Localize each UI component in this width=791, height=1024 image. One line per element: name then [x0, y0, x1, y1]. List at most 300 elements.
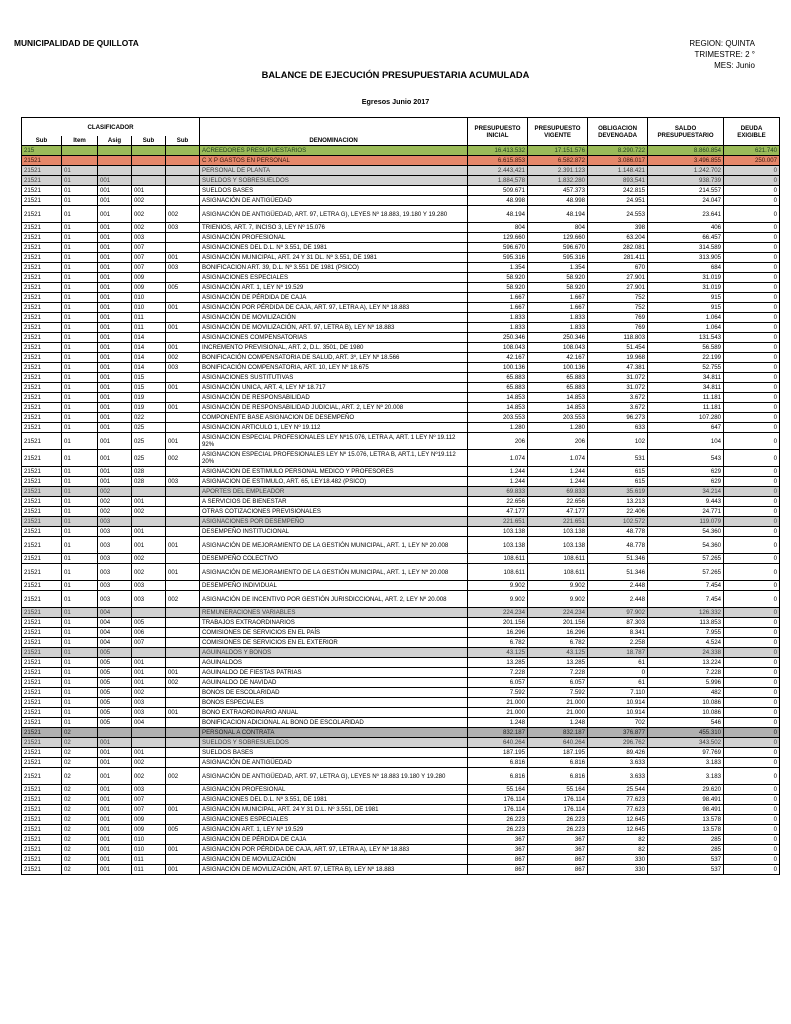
- denominacion-cell: BONIFICACION ADICIONAL AL BONO DE ESCOLARIDAD: [200, 718, 468, 728]
- saldo-presupuestario-cell: 131.543: [648, 333, 724, 343]
- asig-cell: 001: [98, 313, 132, 323]
- sub3-cell: 003: [166, 223, 200, 233]
- asig-cell: 003: [98, 554, 132, 564]
- item-cell: 01: [62, 497, 98, 507]
- denominacion-cell: ASIGNACIÓN PROFESIONAL: [200, 785, 468, 795]
- sub-cell: 21521: [22, 353, 62, 363]
- deuda-exigible-cell: 0: [724, 678, 780, 688]
- denominacion-cell: ASIGNACIÓN ART. 1, LEY Nº 19.529: [200, 825, 468, 835]
- item-cell: 01: [62, 678, 98, 688]
- table-header-row-1: [22, 118, 780, 137]
- obligacion-devengada-cell: 296.762: [588, 738, 648, 748]
- sub-cell: 21521: [22, 795, 62, 805]
- saldo-presupuestario-cell: 629: [648, 477, 724, 487]
- denominacion-cell: ASIGNACIÓN DE PÉRDIDA DE CAJA: [200, 835, 468, 845]
- sub2-cell: 001: [132, 668, 166, 678]
- saldo-presupuestario-cell: 24.771: [648, 507, 724, 517]
- table-row: [22, 638, 780, 648]
- asig-cell: 001: [98, 303, 132, 313]
- sub-cell: 21521: [22, 835, 62, 845]
- obligacion-devengada-cell: 19.968: [588, 353, 648, 363]
- presupuesto-inicial-cell: 26.223: [468, 825, 528, 835]
- sub3-cell: 002: [166, 206, 200, 223]
- table-row: [22, 343, 780, 353]
- obligacion-devengada-cell: 531: [588, 450, 648, 467]
- denominacion-cell: INCREMENTO PREVISIONAL, ART. 2, D.L. 3501, DE 1980: [200, 343, 468, 353]
- sub-cell: 21521: [22, 186, 62, 196]
- sub3-cell: [166, 273, 200, 283]
- denominacion-cell: ASIGNACIÓN DE MEJORAMIENTO DE LA GESTIÓN MUNICIPAL, ART. 1, LEY Nº 20.008: [200, 564, 468, 581]
- sub3-cell: 001: [166, 303, 200, 313]
- report-title: BALANCE DE EJECUCIÓN PRESUPUESTARIA ACUMULADA: [261, 70, 530, 80]
- sub2-cell: 002: [132, 554, 166, 564]
- sub2-cell: 002: [132, 206, 166, 223]
- sub-cell: 21521: [22, 383, 62, 393]
- presupuesto-vigente-cell: 367: [528, 845, 588, 855]
- obligacion-devengada-cell: 8.341: [588, 628, 648, 638]
- table-row: [22, 591, 780, 608]
- item-cell: 02: [62, 795, 98, 805]
- presupuesto-vigente-cell: 1.833: [528, 323, 588, 333]
- presupuesto-inicial-cell: 1.244: [468, 477, 528, 487]
- presupuesto-inicial-cell: 6.057: [468, 678, 528, 688]
- item-cell: 02: [62, 728, 98, 738]
- sub-cell: 21521: [22, 433, 62, 450]
- deuda-exigible-cell: 0: [724, 383, 780, 393]
- saldo-presupuestario-cell: 31.019: [648, 283, 724, 293]
- obligacion-devengada-cell: 22.406: [588, 507, 648, 517]
- deuda-exigible-cell: 0: [724, 805, 780, 815]
- sub3-cell: [166, 527, 200, 537]
- sub2-cell: 003: [132, 591, 166, 608]
- sub2-cell: 001: [132, 537, 166, 554]
- presupuesto-vigente-cell: 367: [528, 835, 588, 845]
- presupuesto-inicial-cell: 1.074: [468, 450, 528, 467]
- presupuesto-vigente-cell: 7.592: [528, 688, 588, 698]
- deuda-exigible-cell: 0: [724, 233, 780, 243]
- deuda-exigible-cell: 0: [724, 581, 780, 591]
- asig-cell: 001: [98, 323, 132, 333]
- sub3-cell: 002: [166, 768, 200, 785]
- presupuesto-inicial-cell: 221.651: [468, 517, 528, 527]
- obligacion-devengada-cell: 702: [588, 718, 648, 728]
- denominacion-cell: TRABAJOS EXTRAORDINARIOS: [200, 618, 468, 628]
- asig-cell: 001: [98, 413, 132, 423]
- deuda-exigible-cell: 0: [724, 423, 780, 433]
- item-cell: 01: [62, 537, 98, 554]
- saldo-presupuestario-cell: 214.557: [648, 186, 724, 196]
- saldo-presupuestario-cell: 406: [648, 223, 724, 233]
- presupuesto-inicial-cell: 804: [468, 223, 528, 233]
- saldo-presupuestario-cell: 31.019: [648, 273, 724, 283]
- table-row: [22, 273, 780, 283]
- obligacion-devengada-header: OBLIGACION DEVENGADA: [588, 118, 648, 146]
- table-row: [22, 166, 780, 176]
- sub-cell: 21521: [22, 393, 62, 403]
- table-row: [22, 206, 780, 223]
- table-row: [22, 403, 780, 413]
- sub3-cell: 001: [166, 253, 200, 263]
- sub3-cell: [166, 146, 200, 156]
- sub2-cell: 014: [132, 333, 166, 343]
- saldo-presupuestario-cell: 7.454: [648, 581, 724, 591]
- denominacion-cell: ASIGNACIONES POR DESEMPEÑO: [200, 517, 468, 527]
- sub-cell: 21521: [22, 708, 62, 718]
- sub-cell: 21521: [22, 738, 62, 748]
- deuda-exigible-cell: 0: [724, 206, 780, 223]
- sub2-cell: 002: [132, 196, 166, 206]
- presupuesto-inicial-header: PRESUPUESTO INICIAL: [468, 118, 528, 146]
- presupuesto-inicial-cell: 129.660: [468, 233, 528, 243]
- presupuesto-inicial-cell: 6.816: [468, 758, 528, 768]
- presupuesto-inicial-cell: 48.998: [468, 196, 528, 206]
- asig-cell: 001: [98, 283, 132, 293]
- sub2-cell: 009: [132, 815, 166, 825]
- asig-cell: 001: [98, 186, 132, 196]
- denominacion-cell: ASIGNACIONES DEL D.L. Nº 3.551, DE 1981: [200, 243, 468, 253]
- item-cell: 02: [62, 825, 98, 835]
- obligacion-devengada-cell: 3.633: [588, 758, 648, 768]
- sub-cell: 21521: [22, 728, 62, 738]
- denominacion-cell: ACREEDORES PRESUPUESTARIOS: [200, 146, 468, 156]
- table-row: [22, 233, 780, 243]
- denominacion-cell: ASIGNACIONES ESPECIALES: [200, 815, 468, 825]
- asig-cell: 001: [98, 243, 132, 253]
- sub-cell: 21521: [22, 423, 62, 433]
- presupuesto-vigente-cell: 1.354: [528, 263, 588, 273]
- presupuesto-inicial-cell: 1.354: [468, 263, 528, 273]
- table-row: [22, 608, 780, 618]
- denominacion-cell: DESEMPEÑO INSTITUCIONAL: [200, 527, 468, 537]
- sub2-cell: [132, 146, 166, 156]
- item-cell: 02: [62, 845, 98, 855]
- presupuesto-vigente-cell: 221.651: [528, 517, 588, 527]
- saldo-presupuestario-cell: 98.491: [648, 795, 724, 805]
- presupuesto-vigente-cell: 58.920: [528, 283, 588, 293]
- sub-cell: 21521: [22, 283, 62, 293]
- obligacion-devengada-cell: 51.454: [588, 343, 648, 353]
- deuda-exigible-cell: 0: [724, 293, 780, 303]
- sub2-cell: 015: [132, 373, 166, 383]
- denominacion-cell: ASIGNACION ESPECIAL PROFESIONALES LEY Nº 15.076, LETRA B, ART.1, LEY Nº19.112 20%: [200, 450, 468, 467]
- deuda-exigible-cell: 250.007: [724, 156, 780, 166]
- item-cell: 01: [62, 413, 98, 423]
- sub2-cell: 010: [132, 293, 166, 303]
- saldo-presupuestario-cell: 34.811: [648, 373, 724, 383]
- item-cell: 01: [62, 243, 98, 253]
- item-cell: 01: [62, 253, 98, 263]
- asig-cell: 001: [98, 363, 132, 373]
- sub2-cell: 003: [132, 233, 166, 243]
- item-cell: 01: [62, 608, 98, 618]
- sub3-cell: 001: [166, 537, 200, 554]
- sub2-cell: [132, 166, 166, 176]
- item-cell: 01: [62, 363, 98, 373]
- table-row: [22, 668, 780, 678]
- sub3-cell: [166, 196, 200, 206]
- table-row: [22, 527, 780, 537]
- asig-cell: [98, 166, 132, 176]
- sub2-cell: 003: [132, 698, 166, 708]
- saldo-presupuestario-cell: 537: [648, 865, 724, 875]
- presupuesto-vigente-cell: 6.582.872: [528, 156, 588, 166]
- denominacion-cell: ASIGNACIÓN DE MOVILIZACIÓN, ART. 97, LETRA B), LEY Nº 18.883: [200, 865, 468, 875]
- obligacion-devengada-cell: 89.426: [588, 748, 648, 758]
- asig-cell: 004: [98, 608, 132, 618]
- sub3-cell: [166, 333, 200, 343]
- obligacion-devengada-cell: 10.914: [588, 698, 648, 708]
- sub2-cell: 015: [132, 383, 166, 393]
- sub2-cell: 028: [132, 467, 166, 477]
- deuda-exigible-cell: 0: [724, 450, 780, 467]
- denominacion-cell: BONO EXTRAORDINARIO ANUAL: [200, 708, 468, 718]
- presupuesto-vigente-cell: 640.264: [528, 738, 588, 748]
- sub-cell: 21521: [22, 855, 62, 865]
- sub-cell: 21521: [22, 554, 62, 564]
- item-cell: 01: [62, 517, 98, 527]
- saldo-presupuestario-cell: 98.491: [648, 805, 724, 815]
- obligacion-devengada-cell: 13.213: [588, 497, 648, 507]
- presupuesto-inicial-cell: 103.138: [468, 527, 528, 537]
- saldo-presupuestario-cell: 285: [648, 835, 724, 845]
- saldo-presupuestario-cell: 10.086: [648, 708, 724, 718]
- asig-cell: 003: [98, 564, 132, 581]
- sub2-cell: 014: [132, 363, 166, 373]
- presupuesto-vigente-cell: 7.228: [528, 668, 588, 678]
- sub-cell: 21521: [22, 768, 62, 785]
- denominacion-cell: ASIGNACIONES DEL D.L. Nº 3.551, DE 1981: [200, 795, 468, 805]
- item-cell: 01: [62, 273, 98, 283]
- asig-cell: 003: [98, 537, 132, 554]
- presupuesto-inicial-cell: 65.883: [468, 383, 528, 393]
- presupuesto-vigente-cell: 43.125: [528, 648, 588, 658]
- asig-cell: [98, 156, 132, 166]
- saldo-presupuestario-cell: 313.905: [648, 253, 724, 263]
- presupuesto-inicial-cell: 1.244: [468, 467, 528, 477]
- presupuesto-vigente-cell: 17.151.576: [528, 146, 588, 156]
- asig-cell: 001: [98, 738, 132, 748]
- table-row: [22, 581, 780, 591]
- asig-cell: 002: [98, 497, 132, 507]
- table-row: [22, 618, 780, 628]
- sub3-cell: [166, 758, 200, 768]
- asig-cell: 001: [98, 223, 132, 233]
- presupuesto-vigente-cell: 250.346: [528, 333, 588, 343]
- sub-cell: 21521: [22, 363, 62, 373]
- presupuesto-inicial-cell: 108.611: [468, 564, 528, 581]
- asig-cell: 001: [98, 176, 132, 186]
- table-row: [22, 156, 780, 166]
- item-cell: 01: [62, 708, 98, 718]
- obligacion-devengada-cell: 51.346: [588, 564, 648, 581]
- denominacion-cell: ASIGNACIÓN DE ANTIGÜEDAD, ART. 97, LETRA G), LEYES Nº 18.883, 19.180 Y 19.280: [200, 206, 468, 223]
- denominacion-cell: ASIGNACION ESPECIAL PROFESIONALES LEY Nº15.076, LETRA A, ART. 1 LEY Nº 19.112 92%: [200, 433, 468, 450]
- deuda-exigible-cell: 0: [724, 554, 780, 564]
- presupuesto-inicial-cell: 1.667: [468, 303, 528, 313]
- deuda-exigible-cell: 0: [724, 698, 780, 708]
- asig-cell: 001: [98, 373, 132, 383]
- saldo-presupuestario-cell: 66.457: [648, 233, 724, 243]
- denominacion-cell: ASIGNACIONES ESPECIALES: [200, 273, 468, 283]
- deuda-exigible-cell: 0: [724, 507, 780, 517]
- saldo-presupuestario-cell: 22.199: [648, 353, 724, 363]
- deuda-exigible-cell: 0: [724, 283, 780, 293]
- item-cell: 01: [62, 638, 98, 648]
- saldo-presupuestario-cell: 314.589: [648, 243, 724, 253]
- sub-cell: 21521: [22, 373, 62, 383]
- saldo-presupuestario-cell: 29.620: [648, 785, 724, 795]
- table-row: [22, 497, 780, 507]
- sub3-cell: [166, 517, 200, 527]
- denominacion-cell: ASIGNACIÓN PROFESIONAL: [200, 233, 468, 243]
- sub2-cell: [132, 608, 166, 618]
- deuda-exigible-cell: 0: [724, 537, 780, 554]
- deuda-exigible-cell: 0: [724, 323, 780, 333]
- sub3-cell: [166, 795, 200, 805]
- obligacion-devengada-cell: 633: [588, 423, 648, 433]
- sub3-cell: [166, 393, 200, 403]
- sub-cell: 21521: [22, 273, 62, 283]
- presupuesto-vigente-cell: 65.883: [528, 373, 588, 383]
- item-cell: 02: [62, 805, 98, 815]
- saldo-presupuestario-cell: 24.047: [648, 196, 724, 206]
- sub-cell: 21521: [22, 450, 62, 467]
- sub2-cell: [132, 487, 166, 497]
- item-cell: 01: [62, 581, 98, 591]
- sub-cell: 215: [22, 146, 62, 156]
- denominacion-cell: APORTES DEL EMPLEADOR: [200, 487, 468, 497]
- asig-cell: 003: [98, 581, 132, 591]
- presupuesto-vigente-cell: 187.195: [528, 748, 588, 758]
- denominacion-cell: ASIGNACIÓN DE ANTIGÜEDAD: [200, 758, 468, 768]
- denominacion-cell: SUELDOS Y SOBRESUELDOS: [200, 176, 468, 186]
- saldo-presupuestario-cell: 546: [648, 718, 724, 728]
- item-cell: 01: [62, 564, 98, 581]
- deuda-exigible-cell: 0: [724, 186, 780, 196]
- asig-cell: 003: [98, 517, 132, 527]
- sub2-cell: 025: [132, 450, 166, 467]
- saldo-presupuestario-cell: 113.853: [648, 618, 724, 628]
- table-row: [22, 855, 780, 865]
- item-cell: 01: [62, 383, 98, 393]
- denominacion-cell: ASIGNACION DE ESTIMULO, ART. 65, LEY18.482 (PSICO): [200, 477, 468, 487]
- item-cell: 01: [62, 698, 98, 708]
- sub-cell: 21521: [22, 253, 62, 263]
- saldo-presupuestario-header: SALDO PRESUPUESTARIO: [648, 118, 724, 146]
- sub-cell: 21521: [22, 668, 62, 678]
- asig-cell: 001: [98, 393, 132, 403]
- sub3-cell: [166, 243, 200, 253]
- table-row: [22, 487, 780, 497]
- obligacion-devengada-cell: 102.572: [588, 517, 648, 527]
- asig-cell: 004: [98, 638, 132, 648]
- sub3-cell: [166, 581, 200, 591]
- asig-cell: 001: [98, 196, 132, 206]
- presupuesto-vigente-cell: 203.553: [528, 413, 588, 423]
- sub3-cell: [166, 698, 200, 708]
- denominacion-cell: ASIGNACIÓN UNICA, ART. 4, LEY Nº 18.717: [200, 383, 468, 393]
- sub2-cell: 014: [132, 353, 166, 363]
- denominacion-cell: AGUINALDOS: [200, 658, 468, 668]
- item-cell: 01: [62, 303, 98, 313]
- deuda-exigible-cell: 0: [724, 815, 780, 825]
- sub2-cell: 007: [132, 805, 166, 815]
- denominacion-cell: BONOS DE ESCOLARIDAD: [200, 688, 468, 698]
- asig-cell: 001: [98, 353, 132, 363]
- presupuesto-vigente-cell: 176.114: [528, 795, 588, 805]
- sub2-cell: 007: [132, 243, 166, 253]
- saldo-presupuestario-cell: 119.079: [648, 517, 724, 527]
- sub2-cell: 006: [132, 628, 166, 638]
- asig-cell: 001: [98, 253, 132, 263]
- saldo-presupuestario-cell: 684: [648, 263, 724, 273]
- sub3-cell: [166, 156, 200, 166]
- table-row: [22, 698, 780, 708]
- presupuesto-inicial-cell: 176.114: [468, 805, 528, 815]
- item-cell: 01: [62, 166, 98, 176]
- obligacion-devengada-cell: 670: [588, 263, 648, 273]
- sub3-cell: 001: [166, 383, 200, 393]
- obligacion-devengada-cell: 615: [588, 467, 648, 477]
- asig-cell: 003: [98, 527, 132, 537]
- saldo-presupuestario-cell: 543: [648, 450, 724, 467]
- item-cell: 01: [62, 333, 98, 343]
- saldo-presupuestario-cell: 13.578: [648, 825, 724, 835]
- presupuesto-inicial-cell: 108.611: [468, 554, 528, 564]
- item-cell: 01: [62, 433, 98, 450]
- presupuesto-inicial-cell: 14.853: [468, 393, 528, 403]
- asig-cell: 005: [98, 648, 132, 658]
- deuda-exigible-cell: 0: [724, 785, 780, 795]
- saldo-presupuestario-cell: 482: [648, 688, 724, 698]
- deuda-exigible-cell: 0: [724, 835, 780, 845]
- table-row: [22, 176, 780, 186]
- item-cell: 01: [62, 487, 98, 497]
- sub-cell: 21521: [22, 658, 62, 668]
- presupuesto-inicial-cell: 1.667: [468, 293, 528, 303]
- sub2-cell: 010: [132, 835, 166, 845]
- deuda-exigible-cell: 0: [724, 768, 780, 785]
- presupuesto-vigente-cell: 69.833: [528, 487, 588, 497]
- table-row: [22, 845, 780, 855]
- sub-cell: 21521: [22, 527, 62, 537]
- obligacion-devengada-cell: 242.815: [588, 186, 648, 196]
- sub2-cell: 002: [132, 507, 166, 517]
- sub-cell: 21521: [22, 223, 62, 233]
- presupuesto-vigente-cell: 108.043: [528, 343, 588, 353]
- denominacion-cell: DESEMPEÑO COLECTIVO: [200, 554, 468, 564]
- table-row: [22, 186, 780, 196]
- obligacion-devengada-cell: 48.778: [588, 537, 648, 554]
- asig-cell: 001: [98, 795, 132, 805]
- sub-cell: 21521: [22, 537, 62, 554]
- sub2-cell: 022: [132, 413, 166, 423]
- asig-cell: 001: [98, 855, 132, 865]
- mes-label: MES: Junio: [714, 61, 755, 70]
- sub3-cell: 005: [166, 825, 200, 835]
- asig-cell: 003: [98, 591, 132, 608]
- denominacion-cell: A SERVICIOS DE BIENESTAR: [200, 497, 468, 507]
- deuda-exigible-cell: 0: [724, 795, 780, 805]
- presupuesto-inicial-cell: 640.264: [468, 738, 528, 748]
- sub2-cell: 002: [132, 688, 166, 698]
- obligacion-devengada-cell: 8.290.722: [588, 146, 648, 156]
- sub-cell: 21521: [22, 805, 62, 815]
- presupuesto-vigente-cell: 16.296: [528, 628, 588, 638]
- deuda-exigible-cell: 0: [724, 176, 780, 186]
- sub2-cell: 003: [132, 708, 166, 718]
- sub2-cell: 003: [132, 785, 166, 795]
